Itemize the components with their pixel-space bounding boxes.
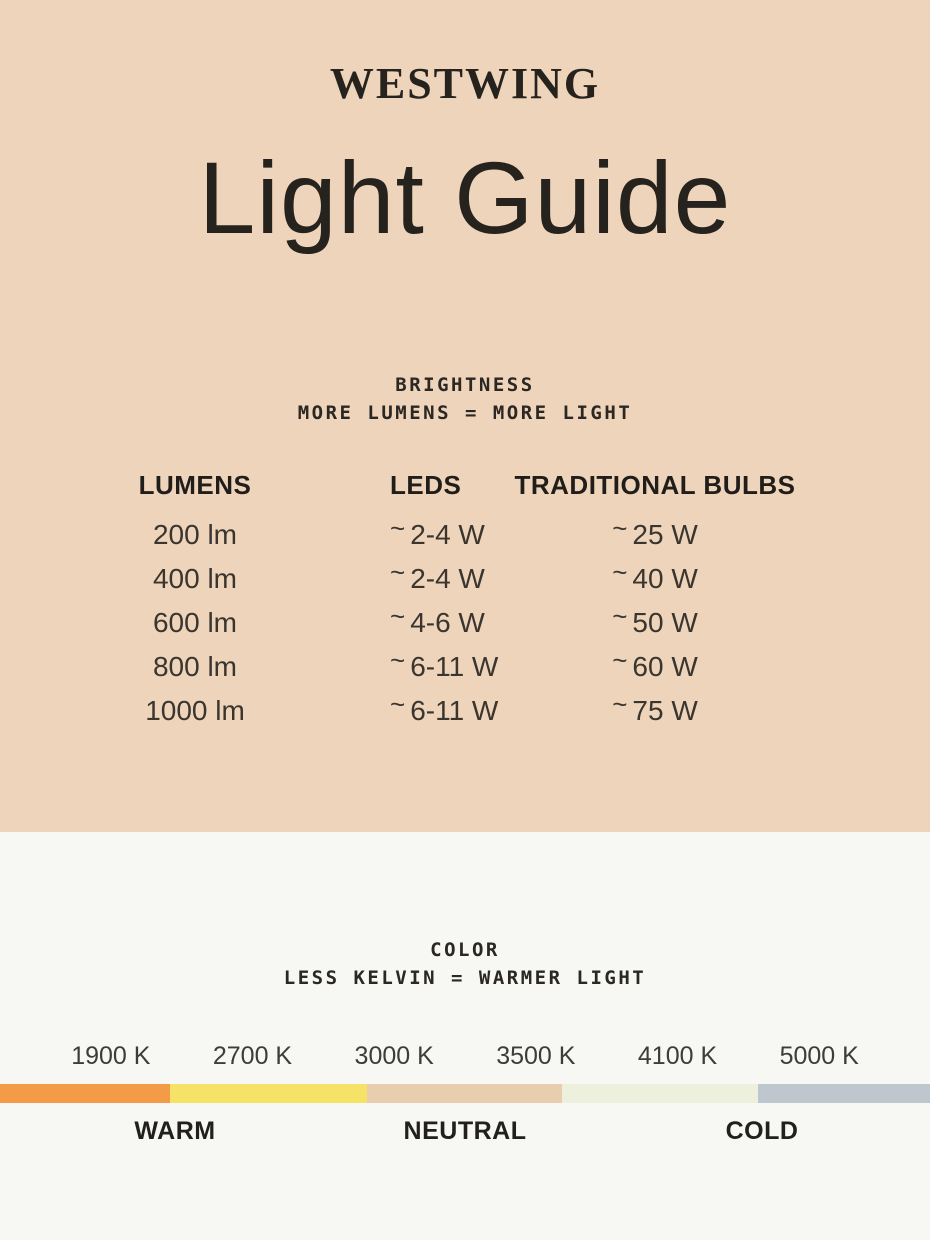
temperature-label-warm: WARM [134,1117,216,1145]
temperature-label-neutral: NEUTRAL [403,1117,527,1145]
column-header-bulbs: TRADITIONAL BULBS [514,469,796,500]
table-row [0,689,874,733]
leds-value [390,601,485,639]
scale-segment-warm-orange [0,1084,170,1103]
approx-symbol: ~ [390,513,406,543]
leds-value [390,513,485,551]
column-header-lumens: LUMENS [138,469,252,500]
bulb-watts: 40 W [632,563,698,594]
leds-watts: 4-6 W [410,607,485,638]
table-row [0,557,874,601]
kelvin-labels-row [0,1042,930,1072]
approx-symbol: ~ [612,689,628,719]
bulbs-value [436,513,874,551]
table-row [0,645,874,689]
color-subheading: LESS KELVIN = WARMER LIGHT [283,967,647,989]
kelvin-label-4100: 4100 K [637,1042,718,1070]
approx-symbol: ~ [612,601,628,631]
scale-segment-warm-yellow [170,1084,367,1103]
scale-segment-cold-blue [758,1084,930,1103]
bulb-watts: 25 W [632,519,698,550]
scale-segment-neutral-ivory [562,1084,758,1103]
scale-segment-neutral-tan [367,1084,562,1103]
page-title: Light Guide [198,141,732,255]
lumens-value: 400 lm [152,563,238,594]
leds-value [390,689,499,727]
leds-value [390,557,485,595]
bulb-watts: 50 W [632,607,698,638]
kelvin-label-3500: 3500 K [496,1042,576,1070]
bulbs-value [436,557,874,595]
bulbs-value [436,601,874,639]
kelvin-label-3000: 3000 K [354,1042,434,1070]
bulbs-value [436,645,874,683]
column-header-leds: LEDS [390,469,462,500]
lumens-value: 800 lm [152,651,238,682]
approx-symbol: ~ [390,557,406,587]
color-temperature-section [0,832,930,1240]
brightness-subheading: MORE LUMENS = MORE LIGHT [297,402,633,424]
leds-value [390,645,499,683]
table-row [0,601,874,645]
approx-symbol: ~ [612,645,628,675]
color-temperature-scale-bar [0,1084,930,1103]
brand-logo: WESTWING [329,59,601,108]
approx-symbol: ~ [390,689,406,719]
brightness-heading: BRIGHTNESS [395,374,535,396]
lumens-conversion-table [0,469,874,733]
lumens-value: 200 lm [152,519,238,550]
lumens-value: 600 lm [152,607,238,638]
kelvin-label-5000: 5000 K [779,1042,859,1070]
approx-symbol: ~ [390,601,406,631]
approx-symbol: ~ [612,557,628,587]
leds-watts: 6-11 W [410,651,499,682]
bulb-watts: 60 W [632,651,698,682]
leds-watts: 2-4 W [410,563,485,594]
temperature-labels-row [0,1103,930,1163]
lumens-value: 1000 lm [145,695,245,726]
leds-watts: 6-11 W [410,695,499,726]
table-header-row [0,469,874,501]
approx-symbol: ~ [390,645,406,675]
bulbs-value [436,689,874,727]
table-row [0,513,874,557]
leds-watts: 2-4 W [410,519,485,550]
kelvin-label-2700: 2700 K [212,1042,293,1070]
temperature-label-cold: COLD [725,1117,799,1145]
kelvin-label-1900: 1900 K [71,1042,151,1070]
bulb-watts: 75 W [632,695,698,726]
approx-symbol: ~ [612,513,628,543]
color-heading: COLOR [430,939,500,961]
